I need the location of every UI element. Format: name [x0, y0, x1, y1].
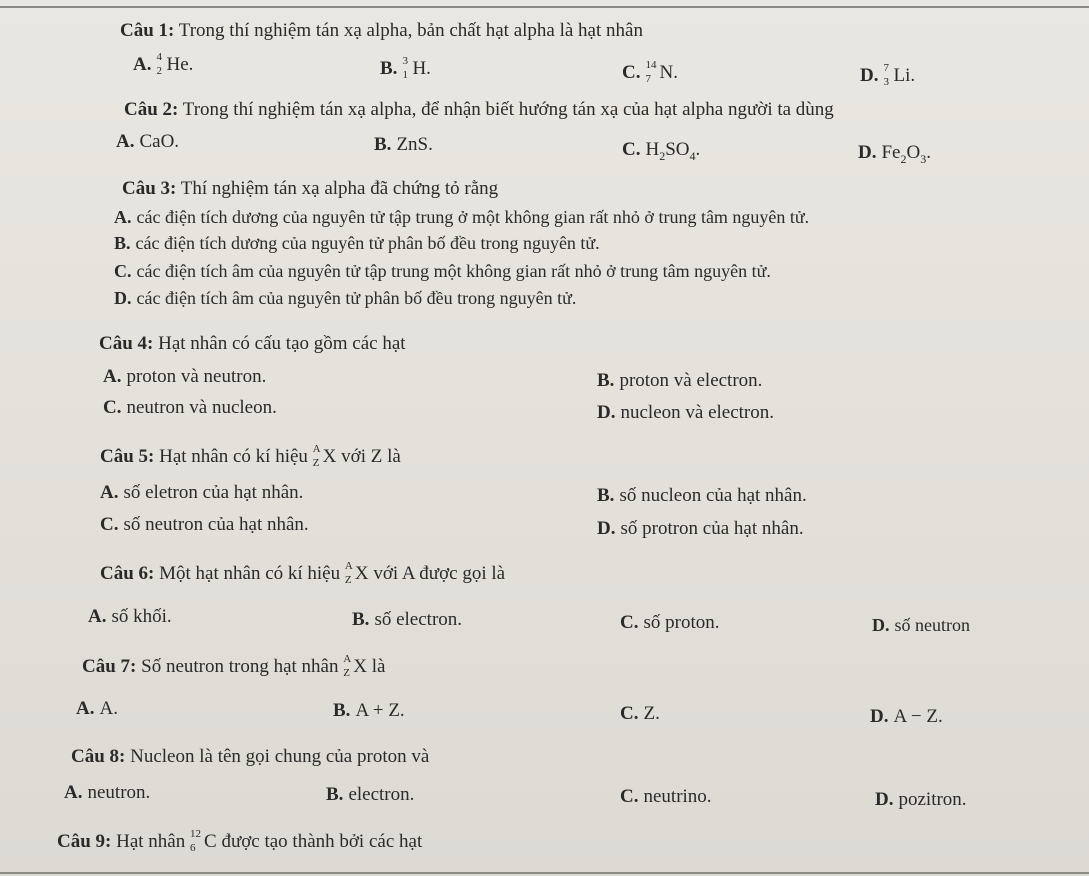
q8-option-c: C. neutrino. [620, 786, 712, 807]
q6-option-a: A. số khối. [88, 606, 172, 627]
question-8-label: Câu 8: [71, 746, 126, 767]
question-9: Câu 9: Hạt nhân 12 6 C được tạo thành bởi các hạt [57, 828, 423, 854]
q7-option-a: A. A. [76, 698, 118, 719]
question-5: Câu 5: Hạt nhân có kí hiệu A Z X với Z là [100, 443, 401, 469]
question-8: Câu 8: Nucleon là tên gọi chung của proton và [71, 746, 430, 767]
q7-option-d: D. A − Z. [870, 706, 943, 727]
q7-option-b: B. A + Z. [333, 700, 405, 721]
question-9-label: Câu 9: [57, 831, 112, 852]
question-3-label: Câu 3: [122, 178, 177, 199]
q5-option-d: D. số protron của hạt nhân. [597, 518, 804, 539]
question-6: Câu 6: Một hạt nhân có kí hiệu A Z X với A được gọi là [100, 560, 506, 586]
nuclide-symbol: A Z X [312, 443, 337, 469]
q8-option-b: B. electron. [326, 784, 415, 805]
q5-option-b: B. số nucleon của hạt nhân. [597, 485, 807, 506]
q1-option-c: C. 14 7 N. [622, 59, 678, 85]
q1-option-d: D. 7 3 Li. [860, 62, 916, 88]
question-2-label: Câu 2: [124, 99, 179, 120]
q3-option-d: D. các điện tích âm của nguyên tử phân bố đều trong nguyên tử. [114, 288, 577, 308]
question-3-text: Thí nghiệm tán xạ alpha đã chứng tỏ rằng [180, 178, 499, 199]
q4-option-d: D. nucleon và electron. [597, 402, 774, 423]
q3-option-c: C. các điện tích âm của nguyên tử tập trung một không gian rất nhỏ ở trung tâm nguyên tử. [114, 261, 771, 281]
question-5-label: Câu 5: [100, 446, 155, 467]
page-top-edge [0, 6, 1089, 8]
nuclide-symbol: A Z X [343, 653, 367, 679]
q6-option-b: B. số electron. [352, 609, 463, 630]
question-2 [124, 99, 834, 121]
question-7-label: Câu 7: [82, 656, 137, 677]
q3-option-a: A. các điện tích dương của nguyên tử tập trung ở một không gian rất nhỏ ở trung tâm nguyên tử. [114, 207, 810, 227]
q8-option-a: A. neutron. [64, 782, 151, 803]
q1-option-b: B. 3 1 H. [380, 55, 431, 81]
question-1-label: Câu 1: [120, 20, 175, 41]
question-3 [122, 178, 498, 200]
q4-option-b: B. proton và electron. [597, 370, 763, 391]
q2-option-d: D. $Fe_2O_3$. [858, 142, 931, 166]
q5-option-c: C. số neutron của hạt nhân. [100, 514, 309, 535]
q4-option-c: C. neutron và nucleon. [103, 397, 277, 418]
question-4-text: Hạt nhân có cấu tạo gồm các hạt [158, 333, 406, 354]
q3-option-b: B. các điện tích dương của nguyên tử phân bố đều trong nguyên tử. [114, 233, 600, 253]
q2-option-b: B. ZnS. [374, 134, 433, 155]
q4-option-a: A. proton và neutron. [103, 366, 267, 387]
question-2-text: Trong thí nghiệm tán xạ alpha, để nhận biết hướng tán xạ của hạt alpha người ta dùng [182, 99, 834, 120]
question-6-label: Câu 6: [100, 563, 155, 584]
question-1-text: Trong thí nghiệm tán xạ alpha, bản chất hạt alpha là hạt nhân [178, 20, 643, 41]
q8-option-d: D. pozitron. [875, 789, 967, 810]
question-7: Câu 7: Số neutron trong hạt nhân A Z X là [82, 653, 386, 679]
q6-option-d: D. số neutron [872, 615, 970, 635]
question-4-label: Câu 4: [99, 333, 154, 354]
nuclide-symbol: A Z X [344, 560, 369, 586]
q2-option-a: A. CaO. [116, 131, 180, 152]
q6-option-c: C. số proton. [620, 612, 720, 633]
q2-option-c: C. $H_2SO_4$. [622, 139, 701, 163]
q1-option-a: A. 4 2 He. [133, 51, 194, 77]
page-bottom-edge [0, 872, 1089, 874]
nuclide-symbol: 12 6 C [190, 828, 217, 854]
question-4 [99, 333, 406, 355]
q5-option-a: A. số eletron của hạt nhân. [100, 482, 304, 503]
q7-option-c: C. Z. [620, 703, 660, 724]
question-1 [120, 20, 643, 42]
